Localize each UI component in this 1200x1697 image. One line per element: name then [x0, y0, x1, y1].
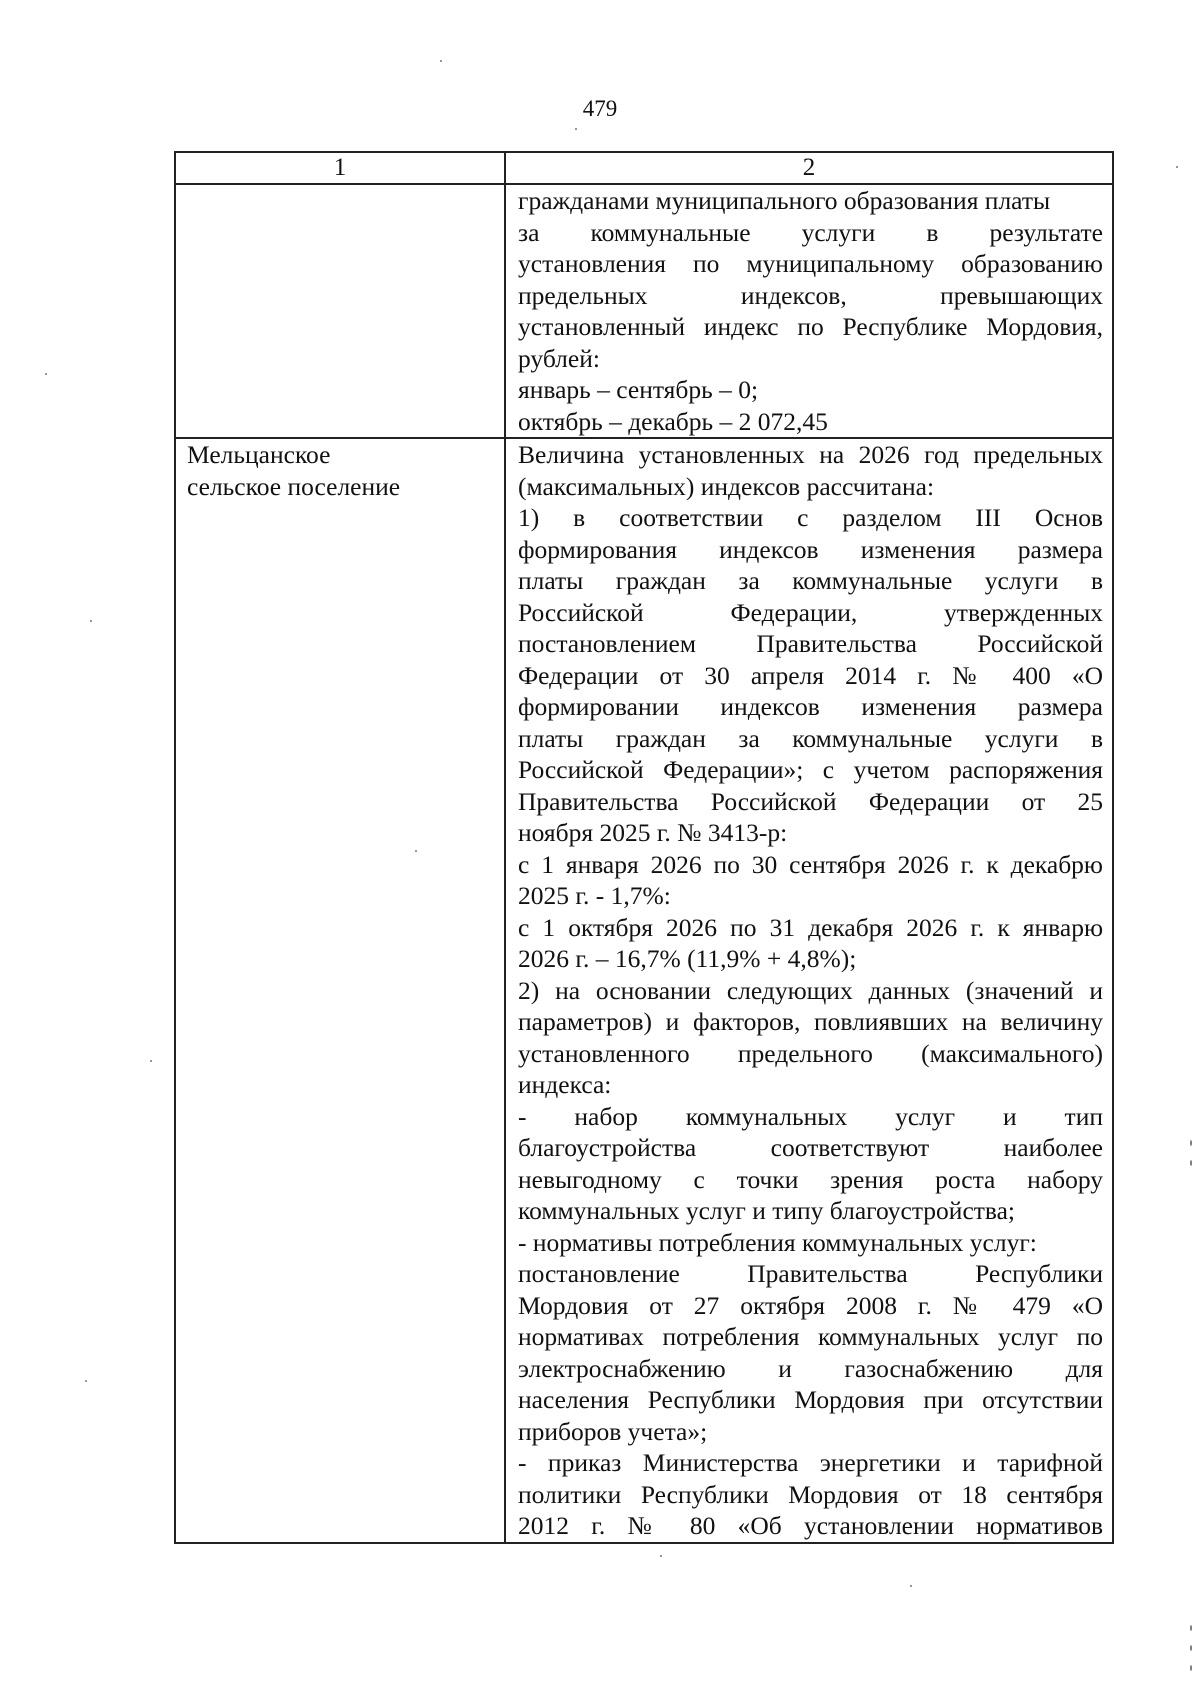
description-line: платы граждан за коммунальные услуги в — [518, 723, 1103, 753]
description-line: октябрь – декабрь – 2 072,45 — [518, 406, 828, 436]
indices-table — [174, 151, 1114, 1544]
description-line: с 1 октября 2026 по 31 декабря 2026 г. к январю — [518, 912, 1103, 942]
description-line: гражданами муниципального образования платы — [518, 186, 1051, 215]
table-row — [175, 184, 1113, 438]
description-line: - набор коммунальных услуг и тип — [518, 1101, 1103, 1131]
description-line: - нормативы потребления коммунальных услуг: — [518, 1227, 1037, 1257]
description-line: за коммунальные услуги в результате — [518, 217, 1103, 247]
description-line: населения Республики Мордовия при отсутствии — [518, 1385, 1103, 1414]
description-line: 2026 г. – 16,7% (11,9% + 4,8%); — [518, 944, 857, 973]
territory-cell — [175, 184, 505, 438]
description-line: формирования индексов изменения размера — [518, 534, 1103, 564]
description-line: установленный индекс по Республике Мордовия, — [518, 312, 1103, 341]
description-line: предельных индексов, превышающих — [518, 280, 1103, 310]
description-line: Величина установленных на 2026 год предельных — [518, 440, 1103, 469]
description-line: невыгодному с точки зрения роста набору — [518, 1164, 1103, 1194]
description-line: политики Республики Мордовия от 18 сентября — [518, 1479, 1103, 1509]
description-line: нормативах потребления коммунальных услуг по — [518, 1322, 1103, 1351]
description-line: 2) на основании следующих данных (значений и — [518, 975, 1103, 1005]
description-line: параметров) и факторов, повлиявших на величину — [518, 1007, 1103, 1036]
description-line: приборов учета»; — [518, 1416, 708, 1446]
territory-cell — [175, 438, 505, 1543]
column-header-2: 2 — [505, 152, 1113, 184]
description-cell — [505, 184, 1113, 438]
description-line: коммунальных услуг и типу благоустройства; — [518, 1196, 1016, 1225]
description-cell — [505, 438, 1113, 1543]
column-header-1: 1 — [175, 152, 505, 184]
description-line: постановлением Правительства Российской — [518, 629, 1103, 658]
description-line: Правительства Российской Федерации от 25 — [518, 786, 1103, 816]
table-header-row — [175, 152, 1113, 184]
description-line: Российской Федерации, утвержденных — [518, 597, 1103, 627]
description-line: платы граждан за коммунальные услуги в — [518, 566, 1103, 595]
description-line: установленного предельного (максимального) — [518, 1038, 1103, 1068]
description-line: Мордовия от 27 октября 2008 г. № 479 «О — [518, 1290, 1103, 1320]
description-line: Российской Федерации»; с учетом распоряжения — [518, 755, 1103, 784]
description-line: - приказ Министерства энергетики и тарифной — [518, 1448, 1103, 1477]
description-line: рублей: — [518, 343, 600, 373]
description-line: 2025 г. - 1,7%: — [518, 881, 671, 910]
description-line: (максимальных) индексов рассчитана: — [518, 471, 935, 501]
description-line: январь – сентябрь – 0; — [518, 375, 759, 404]
description-line: с 1 января 2026 по 30 сентября 2026 г. к декабрю — [518, 849, 1103, 879]
description-line: благоустройства соответствуют наиболее — [518, 1133, 1103, 1162]
description-line: Федерации от 30 апреля 2014 г. № 400 «О — [518, 660, 1103, 690]
description-line: формировании индексов изменения размера — [518, 692, 1103, 721]
page-number: 479 — [582, 96, 618, 121]
description-line: постановление Правительства Республики — [518, 1259, 1103, 1288]
description-line: 2012 г. № 80 «Об установлении нормативов — [518, 1511, 1103, 1540]
description-line: индекса: — [518, 1070, 612, 1099]
territory-name-line: сельское поселение — [187, 471, 401, 501]
description-line: 1) в соответствии с разделом III Основ — [518, 503, 1103, 532]
description-line: установления по муниципальному образованию — [518, 249, 1103, 278]
description-line: ноября 2025 г. № 3413-р: — [518, 818, 788, 847]
description-line: электроснабжению и газоснабжению для — [518, 1353, 1103, 1383]
table-row — [175, 438, 1113, 1543]
territory-name-line: Мельцанское — [187, 440, 331, 469]
